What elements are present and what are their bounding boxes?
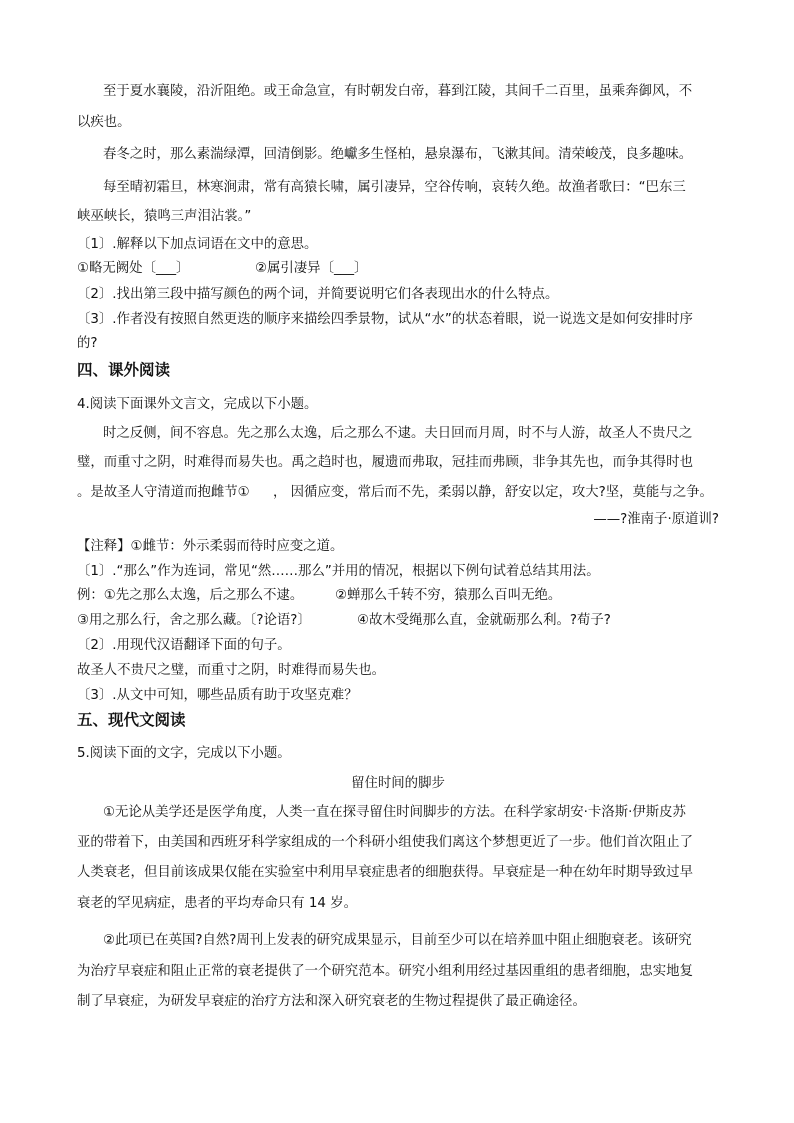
article-p1-line4: 衰老的罕见病症，患者的平均寿命只有 14 岁。 [77,896,357,911]
section4-example-3: ③用之那么行，舍之那么藏。〔?论语?〕 [77,613,311,628]
section4-passage-line1: 时之反侧，间不容息。先之那么太逸，后之那么不逮。夫日回而月周，时不与人游，故圣人不贵尺之 [103,426,693,441]
passage1-p3-line1: 每至晴初霜旦，林寒涧肃，常有高猿长啸，属引凄异，空谷传响，哀转久绝。故渔者歌曰：“巴东三 [103,180,686,195]
article-p2-line3: 制了早衰症，为研发早衰症的治疗方法和深入研究衰老的生物过程提供了最正确途径。 [77,994,586,1009]
section4-q3: 〔3〕.从文中可知，哪些品质有助于攻坚克难？ [77,688,358,703]
section5-heading: 五、现代文阅读 [77,711,186,729]
q3-sub2: 〔2〕.找出第三段中描写颜色的两个词，并简要说明它们各表现出水的什么特点。 [77,287,559,302]
section4-heading: 四、课外阅读 [77,361,171,379]
section4-source: ——?淮南子·原道训? [593,512,719,527]
q3-sub3-line1: 〔3〕.作者没有按照自然更迭的顺序来描绘四季景物，试从“水”的状态着眼，说一说选文是如何安排时序 [77,312,693,327]
section4-passage-line3a: 。是故圣人守清道而抱雌节① [77,485,250,500]
passage1-p2: 春冬之时，那么素湍绿潭，回清倒影。绝巘多生怪柏，悬泉瀑布，飞漱其间。清荣峻茂，良多趣味。 [103,147,693,162]
section4-passage-line3b: ， 因循应变，常后而不先，柔弱以静，舒安以定，攻大?坚，莫能与之争。 [273,485,713,500]
article-p1-line2: 亚的带着下，由美国和西班牙科学家组成的一个科研小组使我们离这个梦想更近了一步。他们首次阻止了 [77,835,693,850]
section4-q2: 〔2〕.用现代汉语翻译下面的句子。 [77,638,291,653]
q3-sub1-b: ②属引凄异〔___〕 [255,261,368,276]
section4-example-2: ②蝉那么千转不穷，猿那么百叫无绝。 [335,588,562,603]
passage1-p1-line2: 以疾也。 [77,115,131,130]
passage1-p3-line2: 峡巫峡长，猿鸣三声泪沾裳。” [77,209,252,224]
article-p2-line1: ②此项已在英国?自然?周刊上发表的研究成果显示，目前至少可以在培养皿中阻止细胞衰老。该研究 [103,933,692,948]
q3-sub1-a: ①略无阙处〔___〕 [77,261,190,276]
section4-passage-line2: 璧，而重寸之阴，时难得而易失也。禹之趋时也，履遗而弗取，冠挂而弗顾，非争其先也，而争其得时也 [77,455,693,470]
section4-q2-sentence: 故圣人不贵尺之璧，而重寸之阴，时难得而易失也。 [77,663,385,678]
article-title: 留住时间的脚步 [351,776,445,791]
article-p1-line1: ①无论从美学还是医学角度，人类一直在探寻留住时间脚步的方法。在科学家胡安·卡洛斯·伊斯皮苏 [103,805,686,820]
passage1-p1-line1: 至于夏水襄陵，沿沂阻绝。或王命急宣，有时朝发白帝，暮到江陵，其间千二百里，虽乘奔御风，不 [103,84,693,99]
section4-example-4: ④故木受绳那么直，金就砺那么利。?荀子? [357,613,611,628]
section5-intro: 5.阅读下面的文字，完成以下小题。 [77,746,291,761]
section4-example-1: 例：①先之那么太逸，后之那么不逮。 [77,588,304,603]
section4-intro: 4.阅读下面课外文言文，完成以下小题。 [77,397,318,412]
article-p1-line3: 人类衰老，但目前该成果仅能在实验室中利用早衰症患者的细胞获得。早衰症是一种在幼年时期导致过早 [77,865,693,880]
article-p2-line2: 为治疗早衰症和阻止正常的衰老提供了一个研究范本。研究小组利用经过基因重组的患者细胞，忠实地复 [77,964,693,979]
section4-note: 【注释】①雌节：外示柔弱而待时应变之道。 [77,539,344,554]
section4-q1: 〔1〕.“那么”作为连词，常见“然……那么”并用的情况，根据以下例句试着总结其用法。 [77,564,600,579]
q3-sub3-line2: 的? [77,336,98,351]
q3-sub1: 〔1〕.解释以下加点词语在文中的意思。 [77,237,318,252]
